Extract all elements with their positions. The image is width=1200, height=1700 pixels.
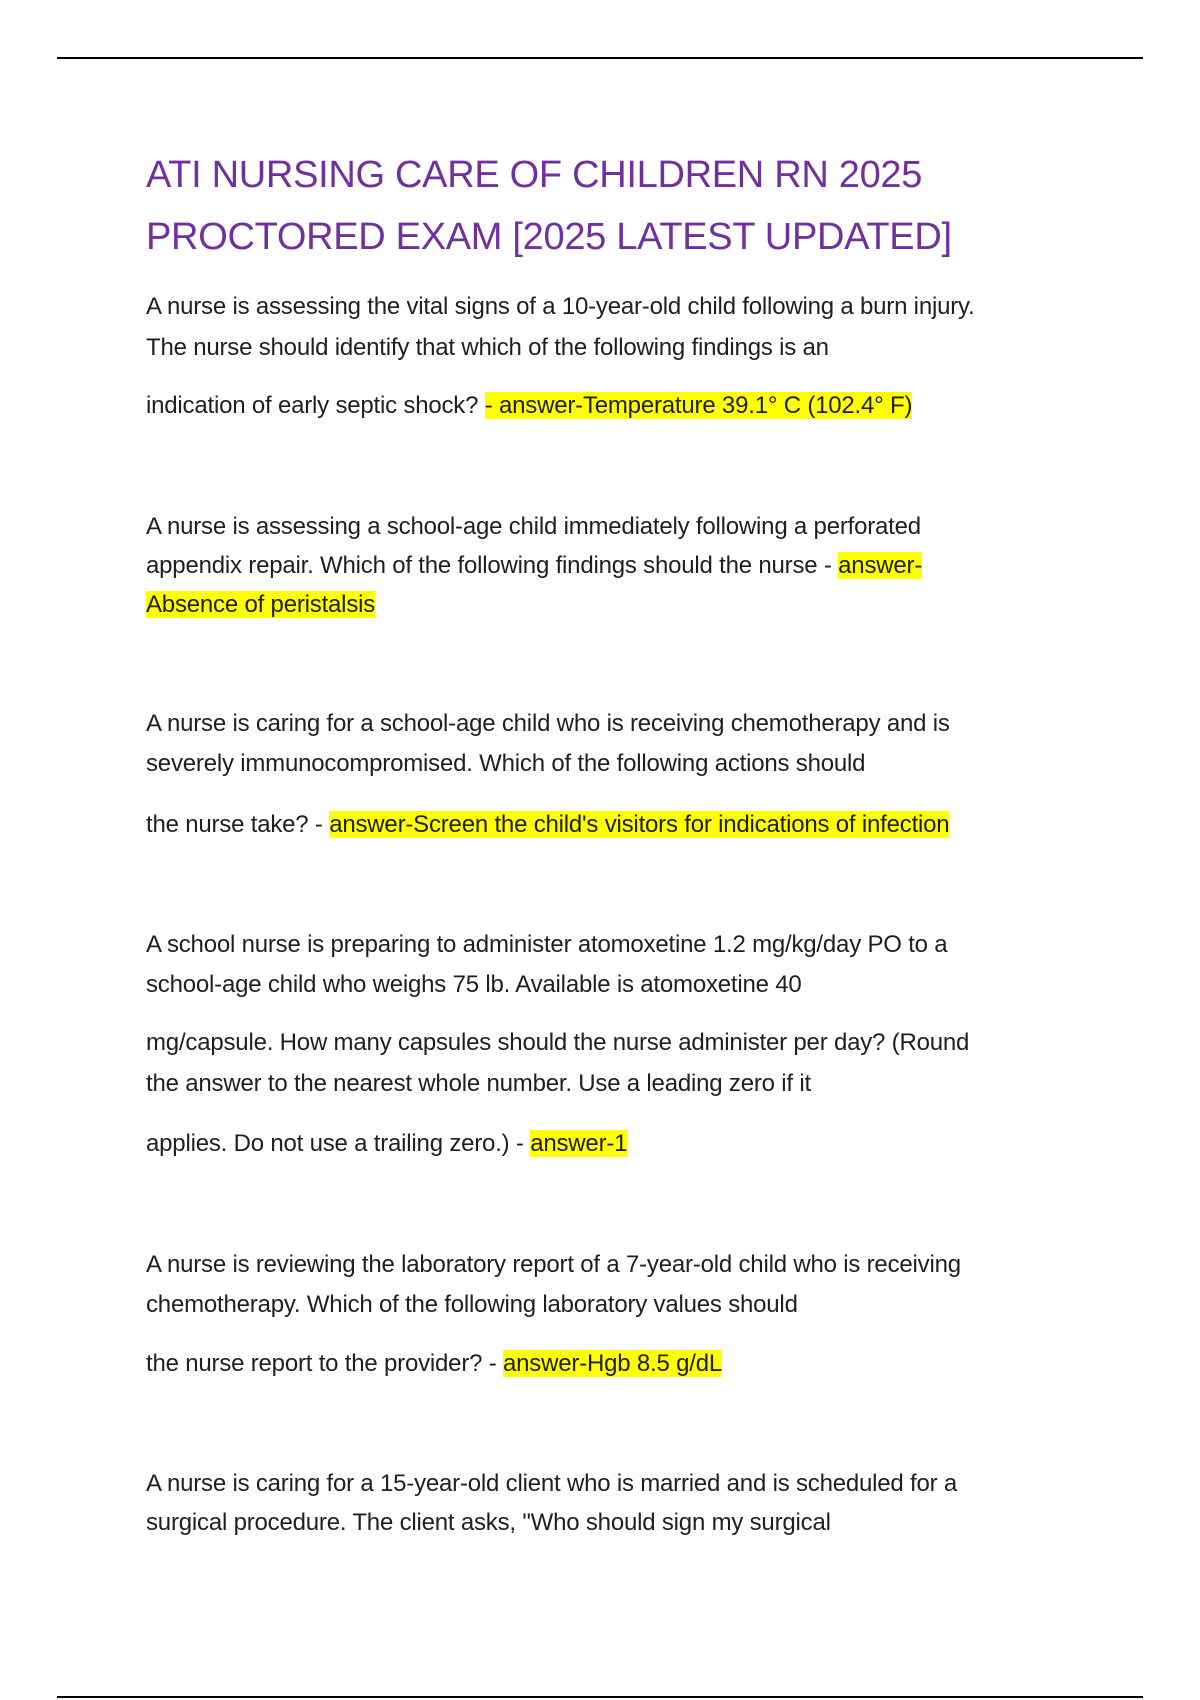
question-text: the nurse take? - [146,811,330,838]
document-title [146,144,1076,268]
answer-highlight: answer-1 [530,1130,628,1157]
question-text-line: The nurse should identify that which of the following findings is an [146,334,829,361]
question-text-line [146,1127,627,1161]
title-line-2: PROCTORED EXAM [2025 LATEST UPDATED] [146,216,952,258]
question-text-line [146,808,949,842]
question-text-line [146,389,912,423]
answer-highlight: answer-Hgb 8.5 g/dL [503,1350,722,1377]
answer-highlight: answer-Screen the child's visitors for indications of infection [329,811,950,838]
header-rule [57,57,1143,59]
question-text-line: severely immunocompromised. Which of the following actions should [146,750,866,777]
question-text-line: school-age child who weighs 75 lb. Available is atomoxetine 40 [146,971,802,998]
question-text-line [146,549,922,583]
question-text-line [146,588,375,622]
question-text-line: A nurse is assessing a school-age child immediately following a perforated [146,513,921,540]
answer-highlight: Absence of peristalsis [146,591,376,618]
question-text: appendix repair. Which of the following findings should the nurse - [146,552,839,579]
question-text-line: A nurse is caring for a 15-year-old client who is married and is scheduled for a [146,1470,958,1497]
answer-highlight: - answer-Temperature 39.1° C (102.4° F) [484,392,913,419]
question-text-line: the answer to the nearest whole number. Use a leading zero if it [146,1070,811,1097]
question-text-line: chemotherapy. Which of the following laboratory values should [146,1291,798,1318]
answer-highlight: answer- [838,552,923,579]
question-text-line: mg/capsule. How many capsules should the nurse administer per day? (Round [146,1029,970,1056]
question-text-line: A nurse is reviewing the laboratory report of a 7-year-old child who is receiving [146,1251,961,1278]
question-text-line: A school nurse is preparing to administer atomoxetine 1.2 mg/kg/day PO to a [146,931,948,958]
question-text: applies. Do not use a trailing zero.) - [146,1130,531,1157]
question-text: indication of early septic shock? [146,392,485,419]
title-line-1: ATI NURSING CARE OF CHILDREN RN 2025 [146,154,923,196]
footer-rule [57,1696,1143,1698]
question-text: the nurse report to the provider? - [146,1350,503,1377]
question-text-line [146,1347,722,1381]
question-text-line: A nurse is caring for a school-age child who is receiving chemotherapy and is [146,710,950,737]
question-text-line: A nurse is assessing the vital signs of a 10-year-old child following a burn injury. [146,293,975,320]
question-text-line: surgical procedure. The client asks, "Who should sign my surgical [146,1509,831,1536]
